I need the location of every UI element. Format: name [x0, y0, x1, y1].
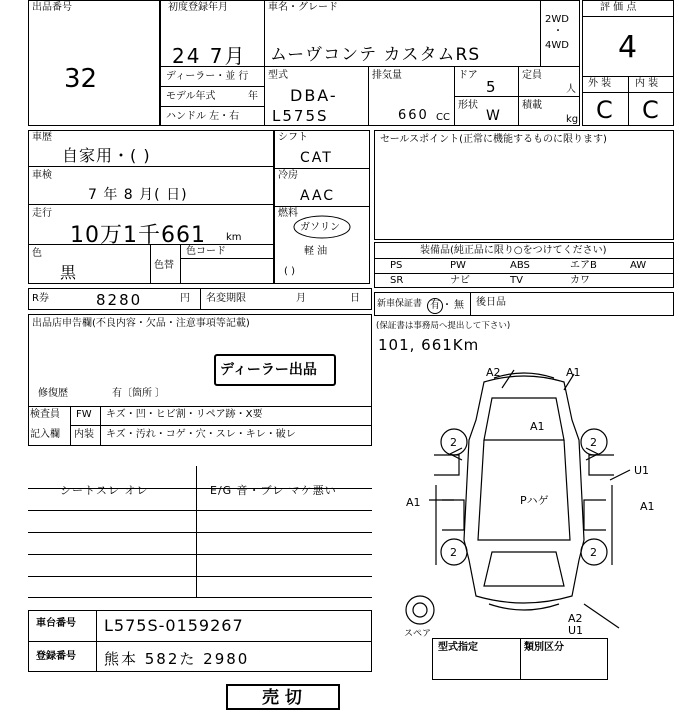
- note-line-1-right: E/G 音・ブレ マケ悪い: [210, 484, 337, 497]
- 2wd-label: 2WD: [545, 14, 569, 25]
- load-label: 積載: [522, 100, 542, 111]
- note-line-1-left: シートスレ オレ: [60, 484, 149, 497]
- history-value: 自家用・( ): [62, 146, 151, 165]
- diagram-mark-a2-rear: A2: [568, 612, 583, 625]
- warranty-note: (保証書は事務局へ提出して下さい): [376, 321, 511, 331]
- repair-label: 修復歴: [38, 388, 68, 399]
- lot-number-label: 出品番号: [32, 2, 72, 13]
- entry-label: 記入欄: [30, 429, 60, 440]
- type-label: 型式: [268, 70, 288, 81]
- color-code-label: 色コード: [186, 246, 226, 257]
- inspection-label: 車検: [32, 170, 52, 181]
- interior-label: 内 装: [635, 78, 659, 89]
- displacement-unit: CC: [436, 112, 450, 123]
- diagram-mark-tyre-rl: 2: [450, 546, 457, 559]
- model-year-label: モデル年式: [166, 91, 216, 102]
- chassis-label: 車台番号: [36, 618, 76, 629]
- name-change-label: 名変期限: [206, 293, 246, 304]
- equip-row2-0: SR: [390, 275, 404, 286]
- diagram-mark-tyre-fr: 2: [590, 436, 597, 449]
- door-label: ドア: [458, 70, 478, 81]
- color-value: 黒: [60, 263, 79, 282]
- mileage-unit: km: [226, 232, 242, 243]
- capacity-label: 定員: [522, 70, 542, 81]
- wd-dot: ・: [553, 26, 563, 37]
- equip-row1-4: AW: [630, 260, 647, 271]
- first-reg-label: 初度登録年月: [168, 2, 228, 13]
- shift-label: シフト: [278, 132, 308, 143]
- warranty-label: 新車保証書: [377, 299, 423, 309]
- name-change-month: 月: [296, 293, 306, 304]
- model-year-unit: 年: [248, 91, 258, 102]
- name-grade-label: 車名・グレード: [268, 2, 338, 13]
- category-label: 類別区分: [524, 642, 564, 653]
- diagram-mark-a1-left: A1: [406, 496, 421, 509]
- diagram-mark-a1-right: A1: [640, 500, 655, 513]
- diagram-mark-tyre-rr: 2: [590, 546, 597, 559]
- fuel-label: 燃料: [278, 208, 298, 219]
- equip-row2-1: ナビ: [450, 275, 470, 286]
- history-label: 車歴: [32, 132, 52, 143]
- lot-number: 32: [64, 64, 98, 94]
- inspection-value: 7 年 8 月( 日): [88, 187, 188, 203]
- recycle-label: R券: [32, 293, 49, 304]
- interior-items: キズ・汚れ・コゲ・穴・スレ・キレ・破レ: [106, 429, 296, 440]
- mileage-note: 101, 661Km: [378, 336, 480, 354]
- dealer-stamp-text: ディーラー出品: [220, 362, 317, 378]
- capacity-unit: 人: [566, 84, 576, 95]
- diagram-mark-tyre-fl: 2: [450, 436, 457, 449]
- rating-label: 評 価 点: [600, 2, 637, 13]
- 4wd-label: 4WD: [545, 40, 569, 51]
- equip-row2-3: カワ: [570, 275, 590, 286]
- mileage-label: 走行: [32, 208, 52, 219]
- ac-label: 冷房: [278, 170, 298, 181]
- shift-value: CAT: [300, 150, 333, 166]
- inspector-label: 検査員: [30, 409, 60, 420]
- chassis-value: L575S-0159267: [104, 616, 244, 635]
- type-value: DBA-: [290, 86, 338, 105]
- gasoline-circle-icon: [292, 214, 352, 240]
- diagram-mark-a1-front: A1: [566, 366, 581, 379]
- fw-label: FW: [76, 409, 92, 420]
- displacement-label: 排気量: [372, 70, 402, 81]
- warranty-no: 無: [454, 300, 464, 311]
- declaration-label: 出品店申告欄(不良内容・欠品・注意事項等記載): [32, 318, 250, 329]
- fuel-gasoline: ガソリン: [300, 222, 340, 233]
- diagram-mark-u1-side: U1: [634, 464, 650, 477]
- registration-label: 登録番号: [36, 651, 76, 662]
- mileage-value: 10万1千661: [70, 223, 206, 248]
- displacement-value: 660: [398, 108, 429, 123]
- repair-value: 有〔箇所 〕: [112, 388, 166, 399]
- registration-value: 熊本 582た 2980: [104, 650, 250, 668]
- interior-items-label: 内装: [74, 429, 94, 440]
- exterior-label: 外 装: [588, 78, 612, 89]
- diagram-mark-a1-roof: A1: [530, 420, 545, 433]
- shape-label: 形状: [458, 100, 478, 111]
- handle-label: ハンドル 左・右: [166, 111, 240, 122]
- door-value: 5: [486, 78, 498, 96]
- interior-value: C: [642, 96, 661, 124]
- warranty-yes: 有: [430, 300, 440, 311]
- color-label: 色: [32, 248, 42, 259]
- ac-value: AAC: [300, 188, 336, 204]
- name-grade-value: ムーヴコンテ カスタムRS: [270, 45, 481, 65]
- lot-number-box: [28, 0, 160, 126]
- first-reg-value: 24 7月: [172, 44, 247, 68]
- repaint-label: 色替: [154, 260, 174, 271]
- warranty-yes-circle-icon: [426, 297, 444, 315]
- equip-row1-2: ABS: [510, 260, 530, 271]
- exterior-value: C: [596, 96, 615, 124]
- recycle-value: 8280: [96, 291, 143, 309]
- equip-row1-0: PS: [390, 260, 403, 271]
- fw-items: キズ・凹・ヒビ割・リペア跡・X要: [106, 409, 263, 420]
- spare-label: スペア: [404, 629, 432, 639]
- diagram-mark-u1-rear: U1: [568, 624, 584, 637]
- sale-stamp: 売 切: [262, 688, 302, 708]
- sales-points-label: セールスポイント(正常に機能するものに限ります): [380, 134, 607, 145]
- dealer-label: ディーラー・並 行: [166, 71, 249, 82]
- equip-row1-1: PW: [450, 260, 466, 271]
- diagram-mark-paint-peel: Pハゲ: [520, 494, 549, 507]
- shape-value: W: [486, 108, 502, 124]
- type-spec-label: 型式指定: [438, 642, 478, 653]
- fuel-paren: ( ): [284, 266, 295, 277]
- equip-row2-2: TV: [510, 275, 523, 286]
- equipment-label: 装備品(純正品に限り○をつけてください): [420, 245, 607, 256]
- diagram-mark-a2-front: A2: [486, 366, 501, 379]
- equip-row1-3: エアB: [570, 260, 597, 271]
- name-change-day: 日: [350, 293, 360, 304]
- recycle-unit: 円: [180, 293, 190, 304]
- load-unit: kg: [566, 114, 579, 125]
- sales-points-box: [374, 130, 674, 240]
- later-item-label: 後日品: [476, 297, 506, 308]
- fuel-diesel: 軽 油: [304, 246, 328, 257]
- warranty-dot: ・: [442, 300, 452, 311]
- type-value-2: L575S: [272, 107, 329, 125]
- rating-value: 4: [618, 30, 640, 65]
